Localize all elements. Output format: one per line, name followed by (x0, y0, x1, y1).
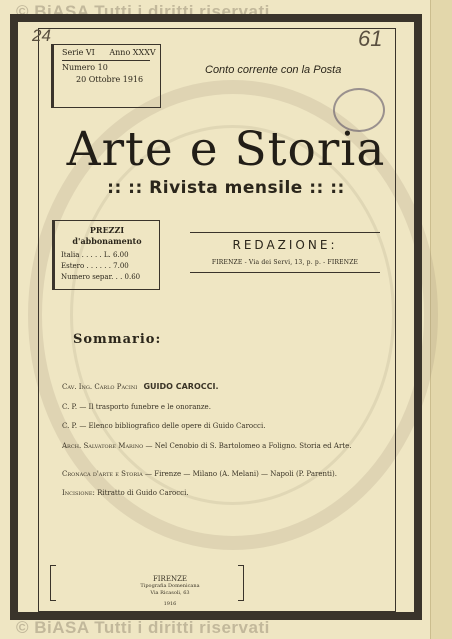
info-divider (62, 60, 150, 61)
imprint-bracket-left (50, 565, 56, 601)
watermark-top: © BiASA Tutti i diritti riservati (16, 2, 270, 21)
price-row: Italia . . . . . L. 6.00 (61, 251, 129, 259)
postal-account-note: Conto corrente con la Posta (205, 64, 342, 76)
redazione-rule-top (190, 232, 380, 233)
imprint-year: 1916 (163, 601, 177, 607)
imprint (100, 575, 240, 608)
redazione-rule-bottom (190, 272, 380, 273)
contents-item: Cronaca d'arte e Storia — Firenze — Milano (A. Melani) — Napoli (P. Parenti). (62, 470, 337, 478)
prices-subheading: d'abbonamento (72, 236, 142, 246)
contents-item: Cav. Ing. Carlo Pacini GUIDO CAROCCI. (62, 382, 219, 391)
handwritten-number-left: 24 (32, 26, 51, 45)
prices-heading: PREZZI (89, 225, 125, 235)
imprint-printer: Tipografia Domenicana (140, 583, 200, 589)
contents-item: C. P. — Elenco bibliografico delle opere di Guido Carocci. (62, 422, 266, 430)
masthead-title: Arte e Storia (66, 122, 386, 177)
handwritten-number-right: 61 (358, 26, 383, 51)
issue-anno: Anno XXXV (109, 48, 156, 57)
contents-item: Arch. Salvatore Marino — Nel Cenobio di S. Bartolomeo a Foligno. Storia ed Arte. (62, 442, 352, 450)
price-row: Numero separ. . . 0.60 (61, 273, 141, 281)
imprint-street: Via Ricasoli, 63 (150, 590, 190, 596)
issue-numero: Numero 10 (62, 63, 108, 72)
issue-serie: Serie VI Anno XXXV (62, 48, 156, 57)
contents-heading: Sommario: (73, 332, 162, 347)
masthead-subtitle: :: :: Rivista mensile :: :: (107, 178, 345, 198)
issue-info-box (51, 44, 161, 108)
issue-date: 20 Ottobre 1916 (76, 75, 144, 84)
contents-item: Incisione: Ritratto di Guido Carocci. (62, 489, 189, 497)
subscription-prices-box (52, 220, 160, 290)
redazione-label: REDAZIONE: (232, 238, 338, 252)
redazione-address: FIRENZE - Via dei Servi, 13, p. p. - FIRENZE (211, 259, 359, 266)
price-row: Estero . . . . . . 7.00 (61, 262, 129, 270)
contents-item: C. P. — Il trasporto funebre e le onoranze. (62, 403, 211, 411)
imprint-city: FIRENZE (152, 575, 188, 583)
watermark-bottom: © BiASA Tutti i diritti riservati (16, 618, 270, 637)
